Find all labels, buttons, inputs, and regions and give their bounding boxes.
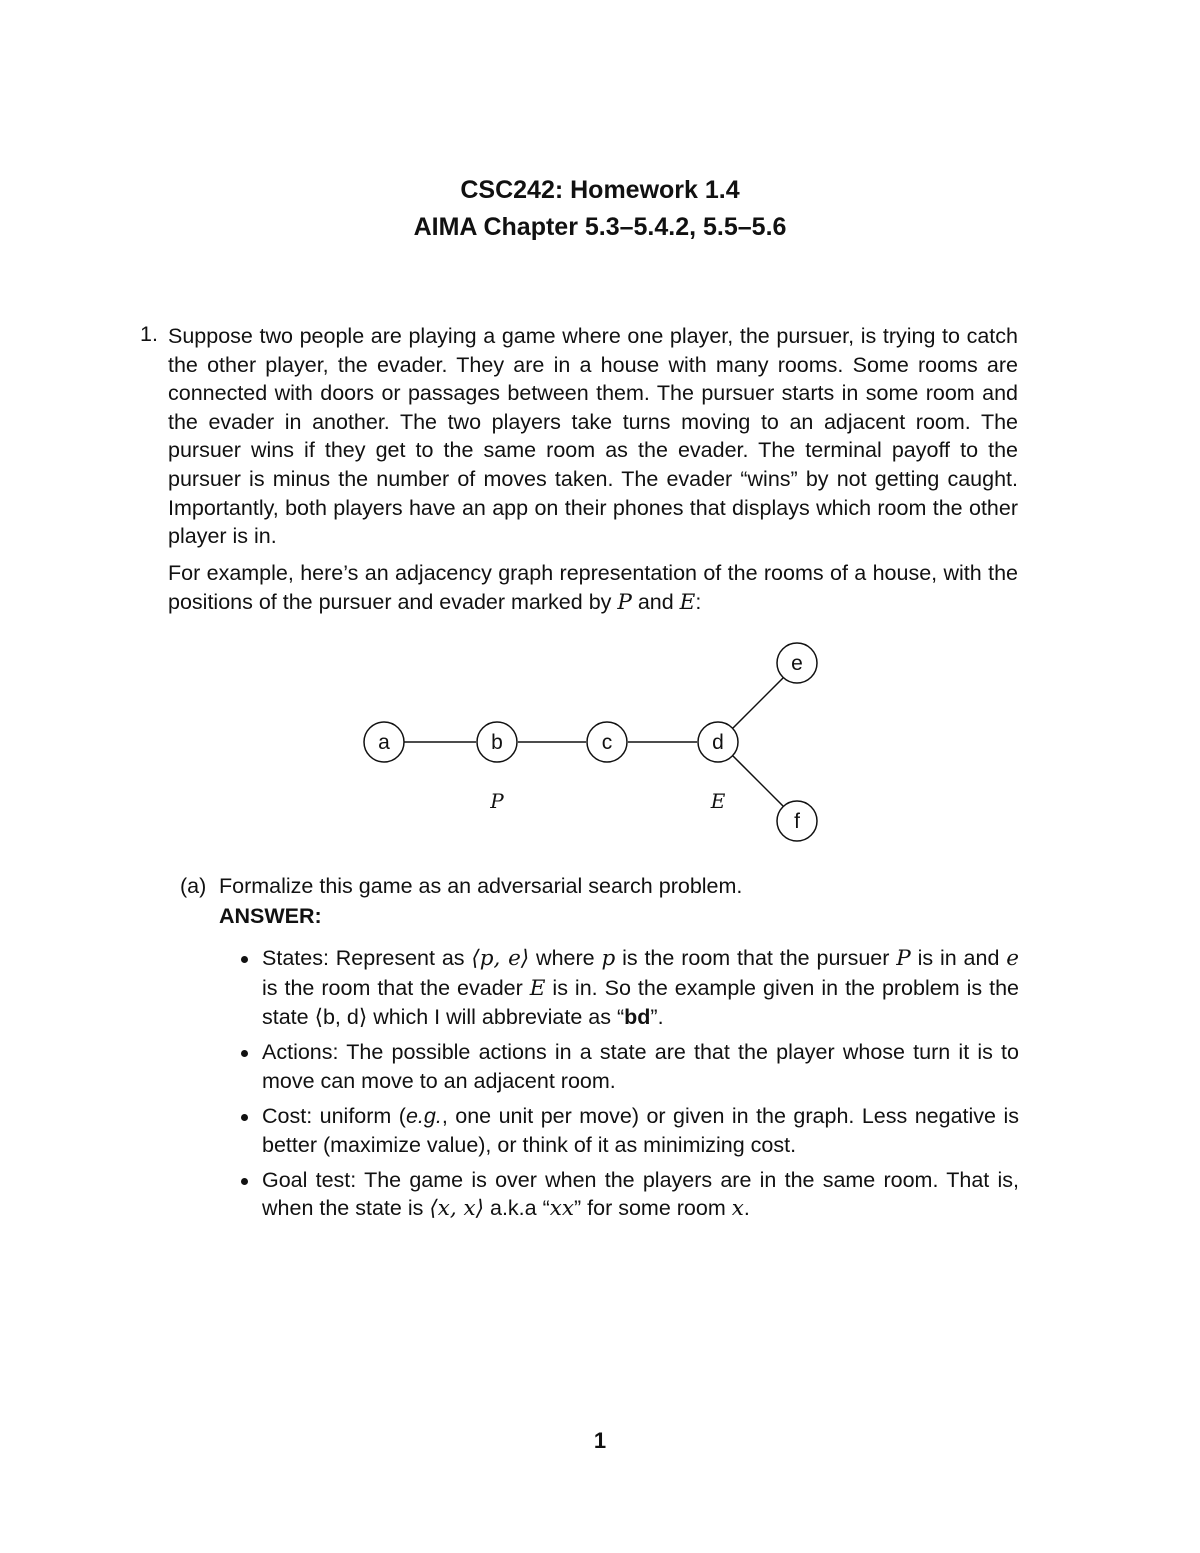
node-label-e: e xyxy=(791,652,803,675)
part-a-label: (a) xyxy=(180,874,207,898)
page-subtitle: AIMA Chapter 5.3–5.4.2, 5.5–5.6 xyxy=(413,213,787,241)
list-item-actions: Actions: The possible actions in a state are that the player whose turn it is to move can move to an adjacent room. xyxy=(219,1038,1019,1095)
bullet-icon xyxy=(241,1114,248,1121)
page-number: 1 xyxy=(593,1428,607,1453)
example-text: For example, here’s an adjacency graph representation of the rooms of a house, with the positions of the pursuer and evader marked by xyxy=(168,561,1018,614)
example-P: P xyxy=(617,589,632,615)
example-E: E xyxy=(679,589,696,615)
pursuer-label: P xyxy=(490,789,504,813)
answer-label: ANSWER: xyxy=(219,904,322,928)
example-and: and xyxy=(631,589,680,614)
list-item-cost: Cost: uniform (e.g., one unit per move) or given in the graph. Less negative is better (maximize value), or think of it as minimizing cost. xyxy=(219,1102,1019,1159)
part-a-question: Formalize this game as an adversarial search problem. xyxy=(219,874,743,898)
bullet-icon xyxy=(241,1050,248,1057)
node-label-f: f xyxy=(794,810,800,833)
evader-label: E xyxy=(710,789,726,813)
edge-d-e xyxy=(733,678,783,728)
edge-d-f xyxy=(733,756,783,806)
page-title: CSC242: Homework 1.4 xyxy=(460,176,740,204)
list-item-goal: Goal test: The game is over when the players are in the same room. That is, when the state is ⟨x, x⟩ a.k.a “xx” for some room x. xyxy=(219,1166,1019,1224)
bullet-icon xyxy=(241,956,248,963)
node-label-c: c xyxy=(601,731,613,754)
list-item-states: States: Represent as ⟨p, e⟩ where p is the room that the pursuer P is in and e is the room that the evader E is in. So the example given in the problem is the state ⟨b, d⟩ which I will abbreviate as “bd”. xyxy=(219,944,1019,1032)
bullet-icon xyxy=(241,1178,248,1185)
example-end: : xyxy=(695,589,702,614)
answer-list xyxy=(219,944,1019,1230)
question-intro: Suppose two people are playing a game where one player, the pursuer, is trying to catch the other player, the evader. They are in a house with many rooms. Some rooms are connected with doors or passages between them. The pursuer starts in some room and the evader in another. The two players take turns moving to an adjacent room. The pursuer wins if they get to the same room as the evader. The terminal payoff to the pursuer is minus the number of moves taken. The evader “wins” by not getting caught. Importantly, both players have an app on their phones that displays which room the other player is in. xyxy=(168,324,1018,549)
node-label-a: a xyxy=(378,731,390,754)
node-label-d: d xyxy=(712,731,724,754)
node-label-b: b xyxy=(491,731,503,754)
question-number: 1. xyxy=(140,322,158,346)
